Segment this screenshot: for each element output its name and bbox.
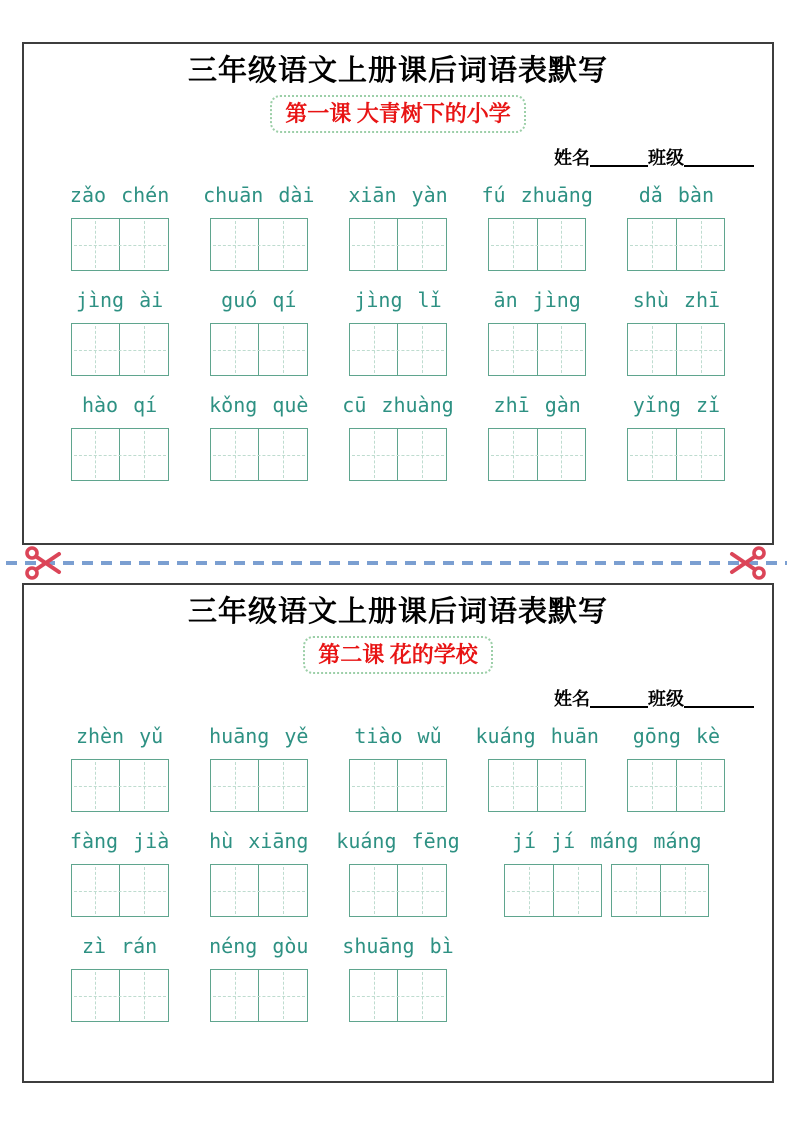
writing-cell	[537, 324, 586, 375]
word-block	[468, 394, 607, 481]
writing-boxes	[349, 759, 447, 812]
pinyin-label: yǐng zǐ	[632, 393, 721, 417]
writing-cell	[628, 429, 676, 480]
writing-boxes	[210, 218, 308, 271]
word-block	[468, 725, 607, 812]
pinyin-label: guó qí	[221, 288, 297, 312]
writing-cell	[489, 219, 537, 270]
word-block	[50, 725, 189, 812]
writing-cell	[628, 760, 676, 811]
pinyin-label: zhī gàn	[493, 393, 581, 417]
writing-box-pair	[349, 428, 447, 481]
writing-cell	[350, 760, 398, 811]
writing-cell	[119, 970, 168, 1021]
word-block	[468, 289, 607, 376]
pinyin-label: shù zhī	[632, 288, 721, 312]
pinyin-label: ān jìng	[493, 288, 581, 312]
writing-cell	[72, 760, 120, 811]
word-block	[607, 289, 746, 376]
writing-boxes	[488, 323, 586, 376]
writing-boxes	[504, 864, 709, 917]
pinyin-label: cū zhuàng	[342, 393, 454, 417]
scissors-icon	[729, 543, 767, 583]
pinyin-label: xiān yàn	[348, 183, 448, 207]
writing-cell	[612, 865, 660, 916]
word-block	[189, 289, 328, 376]
class-blank	[684, 688, 754, 708]
writing-box-pair	[349, 864, 447, 917]
pinyin-label: gōng kè	[632, 724, 721, 748]
writing-cell	[676, 219, 725, 270]
writing-cell	[537, 429, 586, 480]
writing-box-pair	[488, 218, 586, 271]
writing-cell	[350, 970, 398, 1021]
writing-box-pair	[71, 323, 169, 376]
cut-line	[0, 540, 793, 586]
writing-boxes	[210, 323, 308, 376]
name-class-line	[24, 686, 772, 712]
writing-box-pair	[210, 759, 308, 812]
lesson-badge: 第二课 花的学校	[303, 636, 493, 674]
pinyin-label: kuáng fēng	[336, 829, 460, 853]
writing-cell	[211, 970, 259, 1021]
lesson-title-wrap	[24, 95, 772, 133]
word-block	[328, 394, 467, 481]
writing-boxes	[71, 759, 169, 812]
pinyin-label: jìng ài	[75, 288, 164, 312]
writing-boxes	[71, 969, 169, 1022]
writing-cell	[537, 219, 586, 270]
writing-box-pair	[210, 864, 308, 917]
word-block	[607, 725, 746, 812]
writing-box-pair	[349, 969, 447, 1022]
lesson-title-wrap	[24, 636, 772, 674]
writing-box-pair	[71, 969, 169, 1022]
name-class-line	[24, 145, 772, 171]
word-block	[468, 830, 746, 917]
writing-cell	[676, 429, 725, 480]
writing-box-pair	[504, 864, 602, 917]
writing-cell	[628, 324, 676, 375]
writing-boxes	[210, 759, 308, 812]
writing-box-pair	[210, 969, 308, 1022]
writing-boxes	[71, 218, 169, 271]
word-block	[607, 184, 746, 271]
word-block	[189, 830, 328, 917]
name-label: 姓名	[554, 689, 590, 709]
writing-box-pair	[71, 428, 169, 481]
writing-cell	[72, 865, 120, 916]
class-label: 班级	[648, 689, 684, 709]
writing-boxes	[627, 218, 725, 271]
word-block	[50, 289, 189, 376]
writing-box-pair	[627, 428, 725, 481]
writing-cell	[119, 760, 168, 811]
writing-cell	[489, 324, 537, 375]
name-label: 姓名	[554, 148, 590, 168]
writing-cell	[397, 970, 446, 1021]
writing-cell	[211, 219, 259, 270]
word-grid	[24, 184, 772, 481]
writing-box-pair	[349, 218, 447, 271]
word-block	[189, 394, 328, 481]
writing-cell	[72, 429, 120, 480]
writing-cell	[119, 219, 168, 270]
writing-cell	[660, 865, 709, 916]
writing-boxes	[627, 323, 725, 376]
pinyin-label: hào qí	[81, 393, 158, 417]
writing-boxes	[71, 428, 169, 481]
writing-box-pair	[611, 864, 709, 917]
pinyin-label: néng gòu	[209, 934, 309, 958]
pinyin-label: dǎ bàn	[638, 183, 715, 207]
writing-cell	[397, 760, 446, 811]
writing-box-pair	[349, 759, 447, 812]
scissors-icon	[24, 543, 62, 583]
writing-boxes	[349, 323, 447, 376]
word-block	[328, 289, 467, 376]
name-blank	[590, 688, 648, 708]
writing-cell	[119, 865, 168, 916]
pinyin-label: kǒng què	[209, 393, 309, 417]
pinyin-label: shuāng bì	[342, 934, 454, 958]
writing-boxes	[627, 428, 725, 481]
pinyin-label: hù xiāng	[209, 829, 309, 853]
lesson-badge: 第一课 大青树下的小学	[270, 95, 526, 133]
writing-cell	[72, 970, 120, 1021]
writing-cell	[676, 324, 725, 375]
word-block	[50, 830, 189, 917]
writing-box-pair	[627, 218, 725, 271]
writing-boxes	[488, 759, 586, 812]
writing-boxes	[210, 428, 308, 481]
pinyin-label: tiào wǔ	[354, 724, 442, 748]
writing-boxes	[71, 864, 169, 917]
writing-cell	[350, 429, 398, 480]
writing-box-pair	[210, 428, 308, 481]
writing-boxes	[71, 323, 169, 376]
writing-box-pair	[627, 323, 725, 376]
word-block	[50, 184, 189, 271]
page-title: 三年级语文上册课后词语表默写	[187, 55, 608, 87]
writing-cell	[628, 219, 676, 270]
writing-cell	[258, 324, 307, 375]
pinyin-label: huāng yě	[209, 724, 309, 748]
worksheet-section-1	[22, 42, 774, 545]
word-grid	[24, 725, 772, 1022]
word-block	[328, 830, 467, 917]
word-block	[607, 394, 746, 481]
writing-box-pair	[488, 323, 586, 376]
word-block	[189, 935, 328, 1022]
class-blank	[684, 147, 754, 167]
writing-cell	[397, 865, 446, 916]
pinyin-label: jìng lǐ	[354, 288, 442, 312]
writing-boxes	[349, 428, 447, 481]
word-block	[328, 725, 467, 812]
writing-cell	[258, 970, 307, 1021]
writing-cell	[119, 429, 168, 480]
writing-box-pair	[488, 759, 586, 812]
writing-cell	[676, 760, 725, 811]
pinyin-label: zǎo chén	[69, 183, 170, 207]
writing-box-pair	[488, 428, 586, 481]
pinyin-label: zhèn yǔ	[75, 724, 164, 748]
writing-box-pair	[627, 759, 725, 812]
pinyin-label: fú zhuāng	[481, 183, 593, 207]
writing-cell	[397, 219, 446, 270]
writing-cell	[489, 429, 537, 480]
writing-cell	[350, 324, 398, 375]
pinyin-label: fàng jià	[69, 829, 170, 853]
writing-boxes	[210, 864, 308, 917]
class-label: 班级	[648, 148, 684, 168]
writing-boxes	[488, 218, 586, 271]
name-blank	[590, 147, 648, 167]
writing-cell	[350, 219, 398, 270]
page-title: 三年级语文上册课后词语表默写	[187, 596, 608, 628]
writing-boxes	[488, 428, 586, 481]
pinyin-label: zì rán	[81, 934, 158, 958]
writing-cell	[258, 760, 307, 811]
word-block	[189, 184, 328, 271]
writing-box-pair	[349, 323, 447, 376]
worksheet-section-2	[22, 583, 774, 1083]
word-block	[189, 725, 328, 812]
writing-boxes	[349, 218, 447, 271]
writing-cell	[350, 865, 398, 916]
writing-box-pair	[71, 864, 169, 917]
writing-cell	[211, 324, 259, 375]
writing-box-pair	[210, 218, 308, 271]
writing-box-pair	[210, 323, 308, 376]
writing-cell	[397, 429, 446, 480]
writing-cell	[211, 429, 259, 480]
word-block	[328, 184, 467, 271]
writing-cell	[211, 760, 259, 811]
word-block	[328, 935, 467, 1022]
writing-cell	[72, 219, 120, 270]
writing-boxes	[349, 969, 447, 1022]
writing-box-pair	[71, 759, 169, 812]
writing-boxes	[627, 759, 725, 812]
writing-cell	[258, 865, 307, 916]
writing-boxes	[210, 969, 308, 1022]
word-block	[468, 184, 607, 271]
writing-boxes	[349, 864, 447, 917]
writing-cell	[258, 429, 307, 480]
writing-cell	[397, 324, 446, 375]
writing-cell	[211, 865, 259, 916]
word-block	[50, 394, 189, 481]
writing-cell	[537, 760, 586, 811]
writing-cell	[119, 324, 168, 375]
pinyin-label: chuān dài	[203, 183, 315, 207]
writing-cell	[505, 865, 553, 916]
writing-cell	[553, 865, 602, 916]
writing-cell	[72, 324, 120, 375]
writing-cell	[258, 219, 307, 270]
pinyin-label: kuáng huān	[475, 724, 599, 748]
word-block	[50, 935, 189, 1022]
writing-box-pair	[71, 218, 169, 271]
writing-cell	[489, 760, 537, 811]
pinyin-label: jí jí máng máng	[511, 829, 702, 853]
cut-dash-line	[6, 561, 787, 565]
